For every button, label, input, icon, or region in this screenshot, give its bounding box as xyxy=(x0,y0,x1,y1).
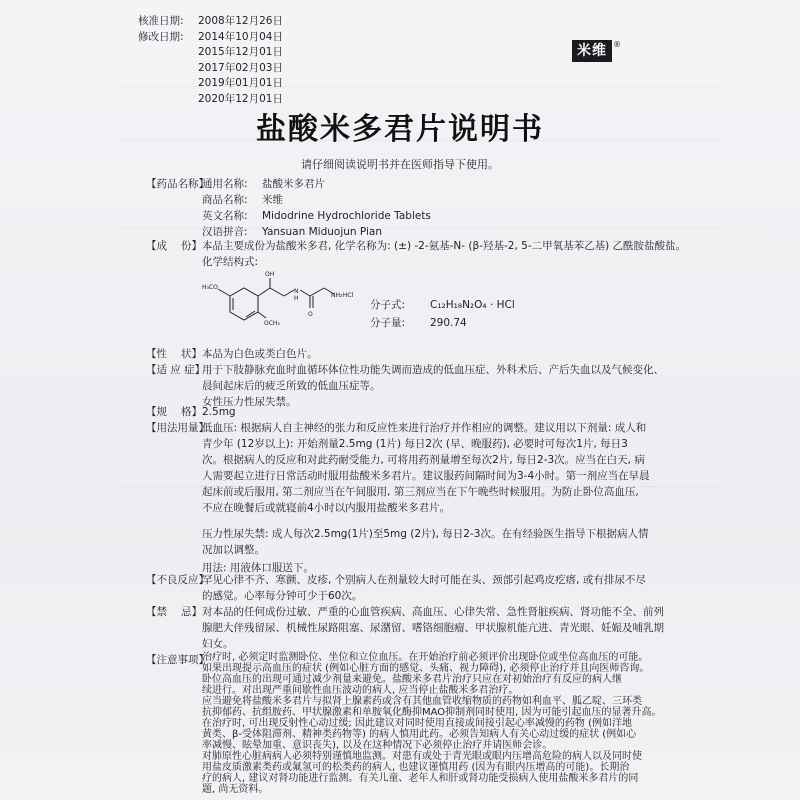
section-heading: 【适 应 症】 xyxy=(146,364,206,376)
structure-label-methoxy-2: OCH₃ xyxy=(264,320,280,327)
field-label: 通用名称: xyxy=(202,178,248,190)
revision-date: 2017年02月03日 xyxy=(198,61,283,74)
section-heading: 【药品名称】 xyxy=(146,178,209,190)
section-heading: 【规 格】 xyxy=(146,406,202,418)
structure-label-hcl: ·HCl xyxy=(341,292,354,299)
structure-label-o: O xyxy=(308,311,313,318)
generic-name: 盐酸米多君片 xyxy=(262,178,325,190)
dosage-line: 况加以调整。 xyxy=(202,544,265,556)
precautions-line: 率减慢、眩晕加重、意识丧失), 以及在这种情况下必须停止治疗并请医师会诊。 xyxy=(202,740,553,751)
precautions-line: 应当避免将盐酸米多君片与拟肾上腺素药或含有其他血管收缩物质的药物如利血平、胍乙啶、三环类 xyxy=(202,696,642,707)
molecular-formula: C₁₂H₁₈N₂O₄ · HCl xyxy=(430,299,515,311)
revision-date: 2015年12月01日 xyxy=(198,46,283,59)
dosage-line: 用法: 用液体口服送下。 xyxy=(202,562,314,574)
dosage-line: 起床前或后服用, 第二剂应当在午间服用, 第三剂应当在下午晚些时候服用。为防止卧位高血压, xyxy=(202,486,639,498)
precautions-line: 卧位高血压的出现可通过减少剂量来避免。盐酸米多君片治疗只应在对初始治疗有反应的病人继 xyxy=(202,674,622,685)
structure-label-h: H xyxy=(294,295,299,302)
section-heading: 【用法用量】 xyxy=(146,422,209,434)
indications-line: 晨间起床后的疲乏所致的低血压症等。 xyxy=(202,380,381,392)
precautions-line: 疗的病人, 建议对肾功能进行监测。有关儿童、老年人和肝或肾功能受损病人使用盐酸米多君片的同 xyxy=(202,773,639,784)
chemical-structure xyxy=(200,266,700,346)
molecular-weight: 290.74 xyxy=(430,317,467,329)
precautions-line: 用盐皮质激素类药或氟氢可的松类药的病人, 也建议谨慎用药 (因为有眼内压增高的可能)。长期治 xyxy=(202,762,630,773)
section-heading: 【禁 忌】 xyxy=(146,606,202,618)
brand-logo xyxy=(572,40,621,62)
precautions-line: 在治疗时, 可出现反射性心动过缓; 因此建议对同时使用直接或间接引起心率减慢的药物 (例如洋地 xyxy=(202,718,632,729)
english-name: Midodrine Hydrochloride Tablets xyxy=(262,210,431,222)
contraindications-line: 对本品的任何成份过敏、严重的心血管疾病、高血压、心律失常、急性肾脏疾病、肾功能不全、前列 xyxy=(202,606,664,618)
dosage-line: 次。根据病人的反应和对此药耐受能力, 可将用药剂量增至每次2片, 每日2-3次。应当在白天, 病 xyxy=(202,454,645,466)
precautions-line: 题, 尚无资料。 xyxy=(202,784,269,795)
contraindications-line: 妇女。 xyxy=(202,638,234,650)
adverse-line: 的感觉。心率每分钟可少于60次。 xyxy=(202,590,363,602)
dosage-line: 人需要起立进行日常活动时服用盐酸米多君片。建议服药间隔时间为3-4小时。第一剂应当在早晨 xyxy=(202,470,650,482)
precautions-line: 续进行。对出现严重间歇性血压波动的病人, 应当停止盐酸米多君治疗。 xyxy=(202,685,519,696)
brand-name: 米维 xyxy=(572,40,612,62)
trade-name: 米维 xyxy=(262,194,283,206)
dosage-line: 低血压: 根据病人自主神经的张力和反应性来进行治疗并作相应的调整。建议用以下剂量: 成人和 xyxy=(202,422,647,434)
structure-label-amine: NH₂ xyxy=(331,292,343,299)
section-heading: 【性 状】 xyxy=(146,348,202,360)
adverse-line: 罕见心律不齐、寒颤、皮疹, 个别病人在剂量较大时可能在头、颈部引起鸡皮疙瘩, 或有排尿不尽 xyxy=(202,574,646,586)
revision-date: 2020年12月01日 xyxy=(198,92,283,105)
appearance-text: 本品为白色或类白色片。 xyxy=(202,348,318,360)
precautions-line: 黄类、β-受体阻滞剂、精神类药物等) 的病人慎用此药。必须告知病人有关心动过缓的症状 (例如心 xyxy=(202,729,637,740)
dosage-line: 青少年 (12岁以上): 开始剂量2.5mg (1片) 每日2次 (早、晚服药), 必要时可每次1片, 每日3 xyxy=(202,438,628,450)
dosage-line: 不应在晚餐后或就寝前4小时以内服用盐酸米多君片。 xyxy=(202,502,451,514)
molecular-weight-label: 分子量: xyxy=(370,317,406,329)
revision-date: 2019年01月01日 xyxy=(198,77,283,90)
structure-label: 化学结构式: xyxy=(202,256,259,268)
precautions-line: 对肺原性心脏病病人必须特别谨慎地监测。对患有或处于青光眼或眼内压增高危险的病人以及同时使 xyxy=(202,751,642,762)
structure-label-hydroxy: OH xyxy=(265,271,275,278)
indications-line: 女性压力性尿失禁。 xyxy=(202,396,297,408)
molecular-formula-label: 分子式: xyxy=(370,299,406,311)
date-block xyxy=(138,14,288,108)
precautions-line: 抗抑郁药、抗组胺药、甲状腺激素和单胺氧化酶抑MAO抑制剂同时使用, 因为可能引起血压的显著升高。 xyxy=(202,707,662,718)
structure-label-methoxy: H₃CO xyxy=(202,284,218,291)
precautions-line: 治疗时, 必须定时监测卧位、坐位和立位血压。在开始治疗前必须评价出现卧位或坐位高血压的可能。 xyxy=(202,652,649,663)
approval-date-label: 核准日期: xyxy=(138,15,184,27)
indications-line: 用于下肢静脉充血时血循环体位性功能失调而造成的低血压症、外科术后、产后失血以及气候变化、 xyxy=(202,364,664,376)
approval-date: 2008年12月26日 xyxy=(198,15,283,27)
pinyin-name: Yansuan Miduojun Pian xyxy=(262,226,383,238)
registered-mark: ® xyxy=(613,40,621,49)
document-title: 盐酸米多君片说明书 xyxy=(256,112,544,147)
structure-diagram xyxy=(200,266,360,346)
structure-label-n: N xyxy=(294,288,299,295)
field-label: 汉语拼音: xyxy=(202,226,248,238)
dosage-line: 压力性尿失禁: 成人每次2.5mg(1片)至5mg (2片), 每日2-3次。在有经验医生指导下根据病人情 xyxy=(202,528,649,540)
field-label: 商品名称: xyxy=(202,194,248,206)
revision-date: 2014年10月04日 xyxy=(198,30,283,43)
field-label: 英文名称: xyxy=(202,210,248,222)
specification-text: 2.5mg xyxy=(202,406,236,418)
section-heading: 【成 份】 xyxy=(146,240,202,252)
revision-date-label: 修改日期: xyxy=(138,30,184,43)
precautions-line: 如果出现提示高血压的症状 (例如心脏方面的感觉、头痛、视力障碍), 必须停止治疗并且向医师咨询。 xyxy=(202,663,650,674)
contraindications-line: 腺肥大伴残留尿、机械性尿路阻塞、尿潴留、嗜铬细胞瘤、甲状腺机能亢进、青光眼、妊娠及哺乳期 xyxy=(202,622,664,634)
document-subtitle: 请仔细阅读说明书并在医师指导下使用。 xyxy=(301,158,499,171)
chemical-name: 本品主要成份为盐酸米多君, 化学名称为: (±) -2-氨基-N- (β-羟基-2, 5-二甲氧基苯乙基) 乙酰胺盐酸盐。 xyxy=(202,240,687,252)
section-heading: 【注意事项】 xyxy=(146,654,209,666)
molecular-info xyxy=(370,296,515,332)
section-heading: 【不良反应】 xyxy=(146,574,209,586)
